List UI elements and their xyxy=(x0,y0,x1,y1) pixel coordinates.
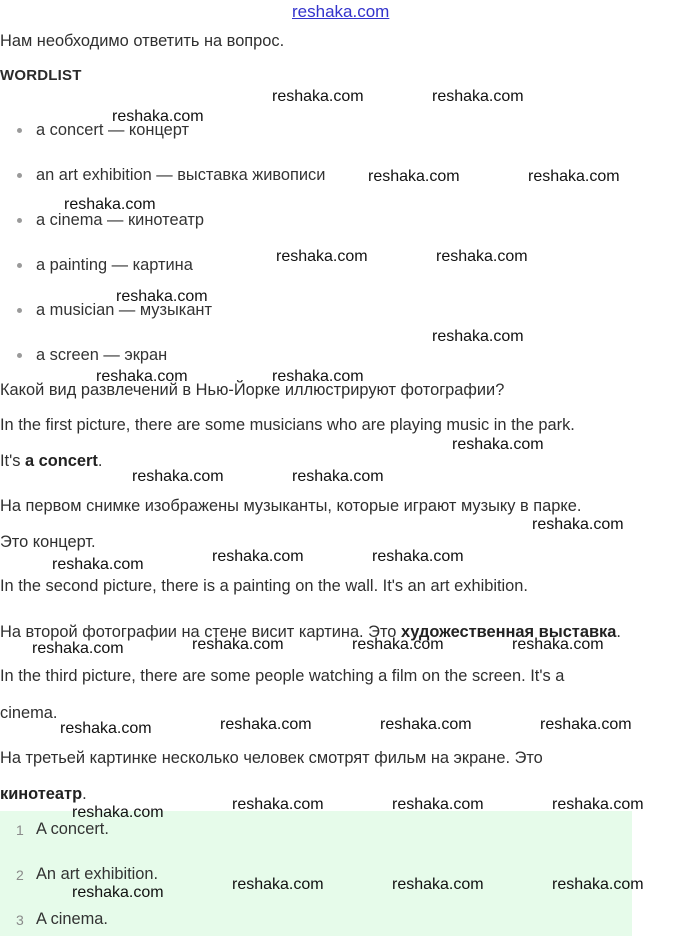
p1-post: . xyxy=(97,452,103,470)
watermark: reshaka.com xyxy=(60,720,152,737)
list-item: an art exhibition — выставка живописи xyxy=(36,166,326,184)
bullet-icon xyxy=(17,263,22,268)
watermark: reshaka.com xyxy=(380,716,472,733)
p2-ru-bold: художественная выставка xyxy=(400,623,617,641)
watermark: reshaka.com xyxy=(192,636,284,653)
list-item: a concert — концерт xyxy=(36,121,190,139)
watermark: reshaka.com xyxy=(352,636,444,653)
p1-bold: a concert xyxy=(25,452,98,470)
watermark: reshaka.com xyxy=(52,556,144,573)
p3-ru-line1: На третьей картинке несколько человек смотрят фильм на экране. Это xyxy=(0,749,543,767)
watermark: reshaka.com xyxy=(372,548,464,565)
p3-line1: In the third picture, there are some people watching a film on the screen. It's a xyxy=(0,667,565,685)
watermark: reshaka.com xyxy=(276,248,368,265)
watermark: reshaka.com xyxy=(64,196,156,213)
watermark: reshaka.com xyxy=(452,436,544,453)
p1-ru-line2: Это концерт. xyxy=(0,533,96,551)
watermark: reshaka.com xyxy=(96,368,188,385)
watermark: reshaka.com xyxy=(232,876,324,893)
watermark: reshaka.com xyxy=(212,548,304,565)
bullet-icon xyxy=(17,218,22,223)
p3-ru-line2 xyxy=(0,785,87,804)
p2-ru-pre: На второй фотографии на стене висит картина. Это xyxy=(0,623,401,641)
watermark: reshaka.com xyxy=(232,796,324,813)
intro-text: Нам необходимо ответить на вопрос. xyxy=(0,32,285,50)
watermark: reshaka.com xyxy=(532,516,624,533)
list-item: a cinema — кинотеатр xyxy=(36,211,204,229)
answer-text: A cinema. xyxy=(36,910,108,928)
watermark: reshaka.com xyxy=(132,468,224,485)
watermark: reshaka.com xyxy=(72,804,164,821)
bullet-icon xyxy=(17,353,22,358)
bullet-icon xyxy=(17,128,22,133)
watermark: reshaka.com xyxy=(368,168,460,185)
watermark: reshaka.com xyxy=(432,88,524,105)
list-item: a screen — экран xyxy=(36,346,168,364)
watermark: reshaka.com xyxy=(512,636,604,653)
watermark: reshaka.com xyxy=(116,288,208,305)
bullet-icon xyxy=(17,308,22,313)
watermark: reshaka.com xyxy=(528,168,620,185)
watermark: reshaka.com xyxy=(552,876,644,893)
watermark: reshaka.com xyxy=(112,108,204,125)
watermark: reshaka.com xyxy=(32,640,124,657)
bullet-icon xyxy=(17,173,22,178)
watermark: reshaka.com xyxy=(72,884,164,901)
p2-ru-post: . xyxy=(616,623,621,641)
p1-pre: It's xyxy=(0,452,25,470)
answer-text: An art exhibition. xyxy=(36,865,159,883)
p2-text: In the second picture, there is a painting on the wall. It's an art exhibition. xyxy=(0,577,528,595)
p1-ru-line1: На первом снимке изображены музыканты, которые играют музыку в парке. xyxy=(0,497,582,515)
list-item: a painting — картина xyxy=(36,256,193,274)
wordlist-heading: WORDLIST xyxy=(0,67,82,84)
watermark: reshaka.com xyxy=(292,468,384,485)
question-text: Какой вид развлечений в Нью-Йорке иллюстрируют фотографии? xyxy=(0,381,505,399)
p1-line1: In the first picture, there are some musicians who are playing music in the park. xyxy=(0,416,575,434)
answer-number: 1 xyxy=(16,822,24,838)
watermark: reshaka.com xyxy=(552,796,644,813)
p3-line2: cinema. xyxy=(0,704,58,722)
site-link[interactable]: reshaka.com xyxy=(292,2,390,21)
list-item: a musician — музыкант xyxy=(36,301,212,319)
p1-line2 xyxy=(0,452,102,471)
watermark: reshaka.com xyxy=(272,368,364,385)
answer-text: A concert. xyxy=(36,820,109,838)
watermark: reshaka.com xyxy=(272,88,364,105)
watermark: reshaka.com xyxy=(436,248,528,265)
answer-number: 3 xyxy=(16,912,24,928)
watermark: reshaka.com xyxy=(220,716,312,733)
answer-number: 2 xyxy=(16,867,24,883)
watermark: reshaka.com xyxy=(540,716,632,733)
p3-ru-bold: кинотеатр xyxy=(0,785,83,803)
watermark: reshaka.com xyxy=(392,796,484,813)
watermark: reshaka.com xyxy=(432,328,524,345)
p3-ru-post: . xyxy=(82,785,87,803)
watermark: reshaka.com xyxy=(392,876,484,893)
